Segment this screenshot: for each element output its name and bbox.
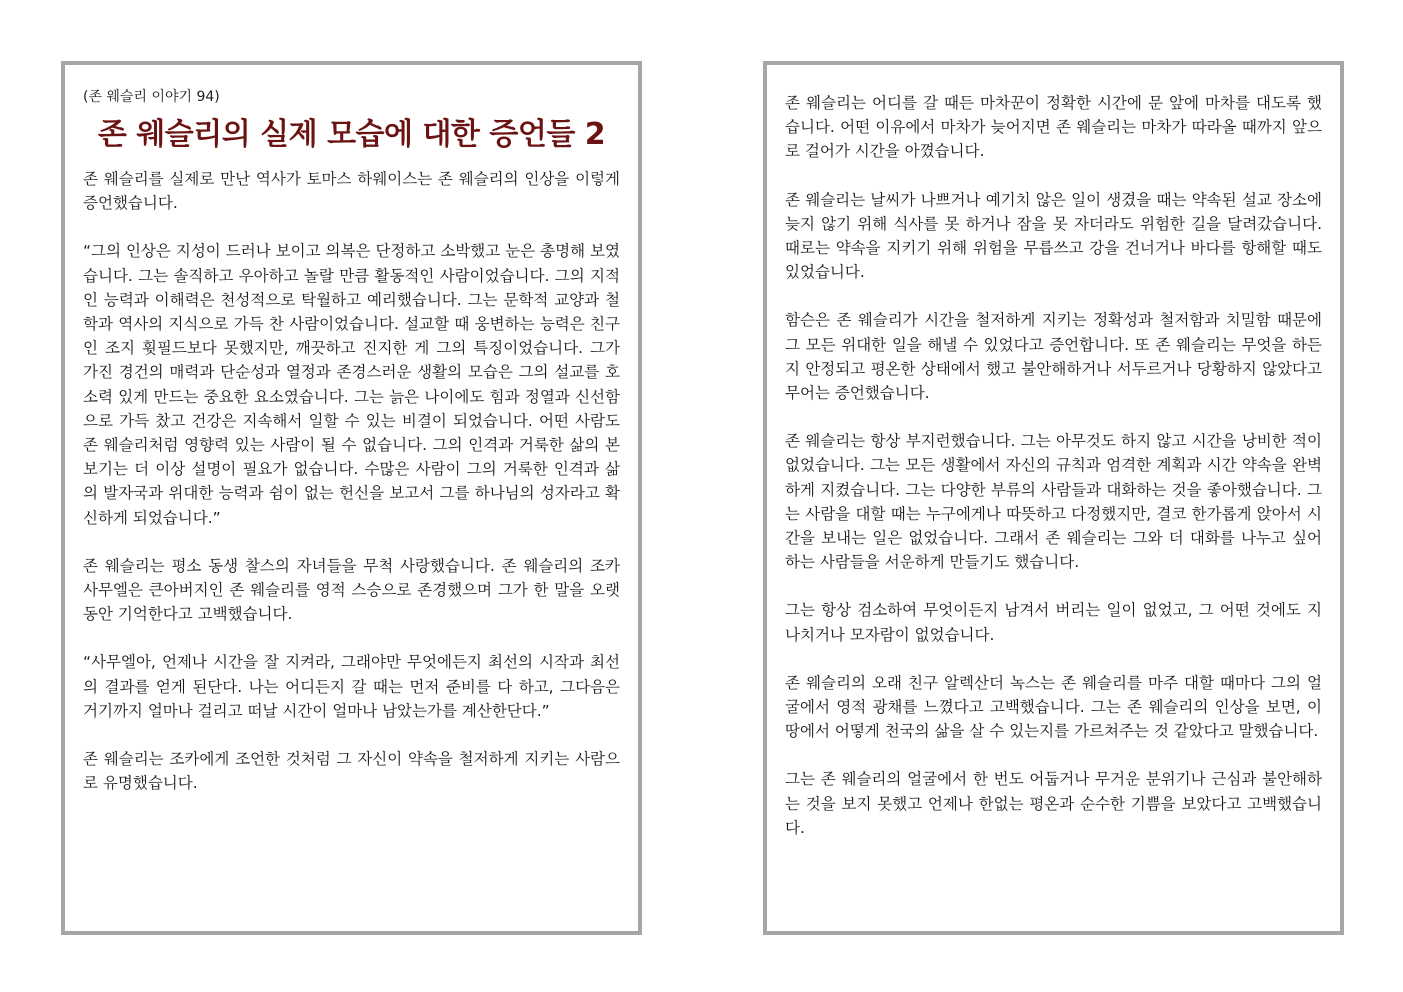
right-paragraph-3: 함슨은 존 웨슬리가 시간을 철저하게 지키는 정확성과 철저함과 치밀함 때문에 그 모든 위대한 일을 해낼 수 있었다고 증언합니다. 또 존 웨슬리는 무엇을 하든지 안정되고 평온한 상태에서 했고 불안해하거나 서두르거나 당황하지 않았다고 무어는 증언했습니다. xyxy=(785,311,1322,403)
right-paragraph-7: 그는 존 웨슬리의 얼굴에서 한 번도 어둡거나 무거운 분위기나 근심과 불안해하는 것을 보지 못했고 언제나 한없는 평온과 순수한 기쁨을 보았다고 고백했습니다. xyxy=(785,770,1322,837)
right-paragraph-1: 존 웨슬리는 어디를 갈 때든 마차꾼이 정확한 시간에 문 앞에 마차를 대도록 했습니다. 어떤 이유에서 마차가 늦어지면 존 웨슬리는 마차가 따라올 때까지 앞으로 걸어가 시간을 아꼈습니다. xyxy=(785,94,1322,161)
series-label: (존 웨슬리 이야기 94) xyxy=(83,89,220,105)
left-paragraph-1: 존 웨슬리를 실제로 만난 역사가 토마스 하웨이스는 존 웨슬리의 인상을 이렇게 증언했습니다. xyxy=(83,170,620,213)
right-paragraph-6: 존 웨슬리의 오래 친구 알렉산더 녹스는 존 웨슬리를 마주 대할 때마다 그의 얼굴에서 영적 광채를 느꼈다고 고백했습니다. 그는 존 웨슬리의 인상을 보면, 이 땅에서 어떻게 천국의 삶을 살 수 있는지를 가르쳐주는 것 같았다고 말했습니다. xyxy=(785,673,1322,741)
page-title: 존 웨슬리의 실제 모습에 대한 증언들 2 xyxy=(97,117,606,152)
right-paragraph-2: 존 웨슬리는 날씨가 나쁘거나 예기치 않은 일이 생겼을 때는 약속된 설교 장소에 늦지 않기 위해 식사를 못 하거나 잠을 못 자더라도 위험한 길을 달려갔습니다. 때로는 약속을 지키기 위해 위험을 무릅쓰고 강을 건너거나 바다를 항해할 때도 있었습니다. xyxy=(785,190,1322,282)
left-paragraph-4: “사무엘아, 언제나 시간을 잘 지켜라, 그래야만 무엇에든지 최선의 시작과 최선의 결과를 얻게 된단다. 나는 어디든지 갈 때는 먼저 준비를 다 하고, 그다음은 거기까지 얼마나 걸리고 떠날 시간이 얼마나 남았는가를 계산한단다.” xyxy=(83,653,620,720)
right-page xyxy=(763,61,1344,935)
right-paragraph-4: 존 웨슬리는 항상 부지런했습니다. 그는 아무것도 하지 않고 시간을 낭비한 적이 없었습니다. 그는 모든 생활에서 자신의 규칙과 엄격한 계획과 시간 약속을 완벽하게 지켰습니다. 그는 다양한 부류의 사람들과 대화하는 것을 좋아했습니다. 그는 사람을 대할 때는 누구에게나 따뜻하고 다정했지만, 결코 한가롭게 앉아서 시간을 보내는 일은 없었습니다. 그래서 존 웨슬리는 그와 더 대화를 나누고 싶어하는 사람들을 서운하게 만들기도 했습니다. xyxy=(785,432,1322,572)
left-page xyxy=(61,61,642,935)
left-paragraph-3: 존 웨슬리는 평소 동생 찰스의 자녀들을 무척 사랑했습니다. 존 웨슬리의 조카 사무엘은 큰아버지인 존 웨슬리를 영적 스승으로 존경했으며 그가 한 말을 오랫동안 기억한다고 고백했습니다. xyxy=(83,556,620,624)
left-paragraph-5: 존 웨슬리는 조카에게 조언한 것처럼 그 자신이 약속을 철저하게 지키는 사람으로 유명했습니다. xyxy=(83,750,620,793)
left-paragraph-2: “그의 인상은 지성이 드러나 보이고 의복은 단정하고 소박했고 눈은 총명해 보였습니다. 그는 솔직하고 우아하고 놀랄 만큼 활동적인 사람이었습니다. 그의 지적인 능력과 이해력은 천성적으로 탁월하고 예리했습니다. 그는 문학적 교양과 철학과 역사의 지식으로 가득 찬 사람이었습니다. 설교할 때 웅변하는 능력은 친구인 조지 휫필드보다 못했지만, 깨끗하고 진지한 게 그의 특징이었습니다. 그가 가진 경건의 매력과 단순성과 열정과 존경스러운 생활의 모습은 그의 설교를 호소력 있게 만드는 중요한 요소였습니다. 그는 늙은 나이에도 힘과 정열과 신선함으로 가득 찼고 건강은 지속해서 일할 수 있는 비결이 되었습니다. 어떤 사람도 존 웨슬리처럼 영향력 있는 사람이 될 수 없습니다. 그의 인격과 거룩한 삶의 본보기는 더 이상 설명이 필요가 없습니다. 수많은 사람이 그의 거룩한 인격과 삶의 발자국과 위대한 능력과 쉼이 없는 헌신을 보고서 그를 하나님의 성자라고 확신하게 되었습니다.” xyxy=(83,242,620,527)
right-paragraph-5: 그는 항상 검소하여 무엇이든지 남겨서 버리는 일이 없었고, 그 어떤 것에도 지나치거나 모자람이 없었습니다. xyxy=(785,601,1322,644)
